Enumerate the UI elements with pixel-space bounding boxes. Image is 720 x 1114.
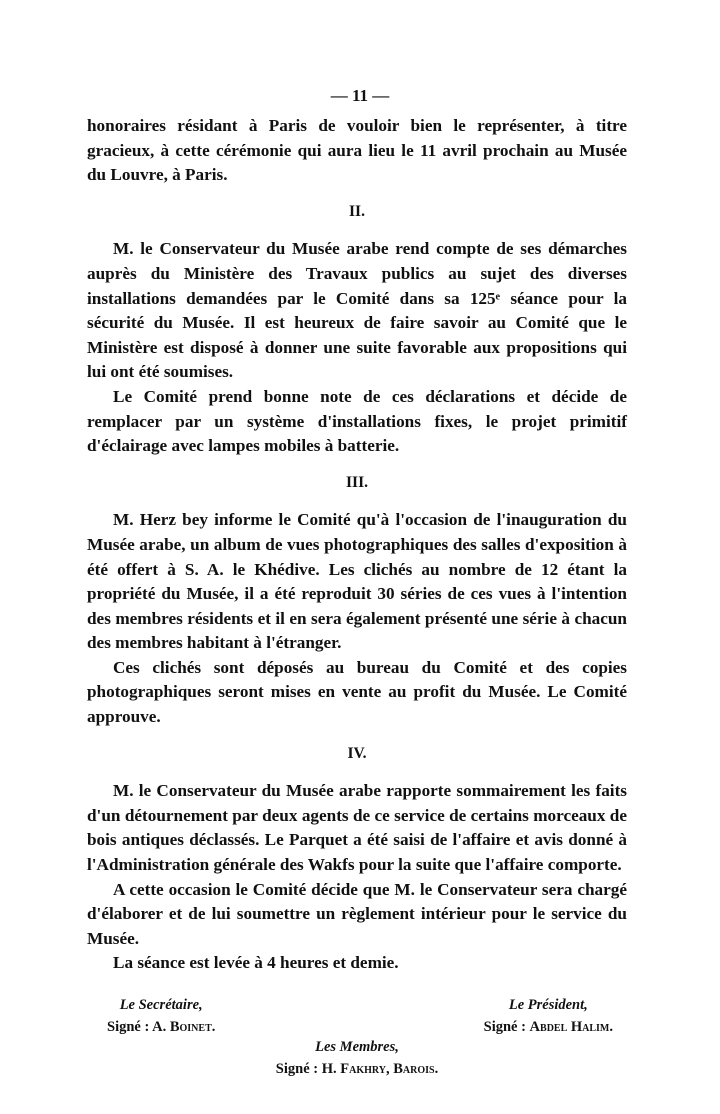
signature-role: Les Membres, (315, 1039, 399, 1055)
signature-prefix: Signé : (483, 1019, 530, 1035)
signature-role: Le Secrétaire, (119, 997, 203, 1013)
paragraph: Le Comité prend bonne note de ces déclarations et décide de remplacer par un système d'installations fixes, le projet primitif d'éclairage avec lampes mobiles à batterie. (87, 386, 627, 456)
body-text (87, 114, 627, 1114)
page-number: — 11 — (330, 86, 390, 105)
signature-secretary (107, 994, 215, 1038)
section-heading: III. (346, 473, 368, 491)
signature-line (484, 1016, 613, 1038)
signature-prefix: Signé : H. (275, 1061, 341, 1077)
signature-members (87, 1036, 627, 1080)
paragraph: honoraires résidant à Paris de vouloir bien le représenter, à titre gracieux, à cette cérémonie qui aura lieu le 11 avril prochain au Musée du Louvre, à Paris. (87, 116, 627, 185)
closing-line: La séance est levée à 4 heures et demie. (113, 953, 399, 973)
paragraph: M. Herz bey informe le Comité qu'à l'occasion de l'inauguration du Musée arabe, un album de vues photographiques des salles d'exposition à été offert à S. A. le Khédive. Les clichés au nombre de 12 étant la propriété du Musée, il a été reproduit 30 séries de ces vues à l'intention des membres résidents et il en sera également présenté une série à chacun des membres habitant à l'étranger. (87, 510, 627, 653)
paragraph: M. le Conservateur du Musée arabe rapporte sommairement les faits d'un détournement par deux agents de ce service de certains morceaux de bois antiques déclassés. Le Parquet a été saisi de l'affaire et avis donné à l'Administration générale des Wakfs pour la suite que l'affaire comporte. (87, 781, 627, 875)
signature-role: Le Président, (508, 997, 588, 1013)
signature-line (87, 1058, 627, 1080)
signatures (87, 994, 627, 1114)
signature-prefix: Signé : A. (107, 1019, 170, 1035)
signatory-name: Boinet. (169, 1019, 216, 1035)
paragraph: A cette occasion le Comité décide que M. le Conservateur sera chargé d'élaborer et de lui soumettre un règlement intérieur pour le service du Musée. (87, 879, 627, 948)
paragraph: M. le Conservateur du Musée arabe rend compte de ses démarches auprès du Ministère des Travaux publics au sujet des diverses installations demandées par le Comité dans sa 125ᵉ séance pour la sécurité du Musée. Il est heureux de faire savoir au Comité que le Ministère est disposé à donner une suite favorable aux propositions qui lui ont été soumises. (87, 239, 627, 382)
section-heading: II. (349, 202, 365, 220)
paragraph: Ces clichés sont déposés au bureau du Comité et des copies photographiques seront mises en vente au profit du Musée. Le Comité approuve. (87, 657, 627, 727)
signature-line (107, 1016, 215, 1038)
section-heading: IV. (347, 744, 367, 762)
signature-president (484, 994, 613, 1038)
signatory-name: Fakhry, Barois. (340, 1061, 439, 1077)
signatory-name: Abdel Halim. (529, 1019, 613, 1035)
